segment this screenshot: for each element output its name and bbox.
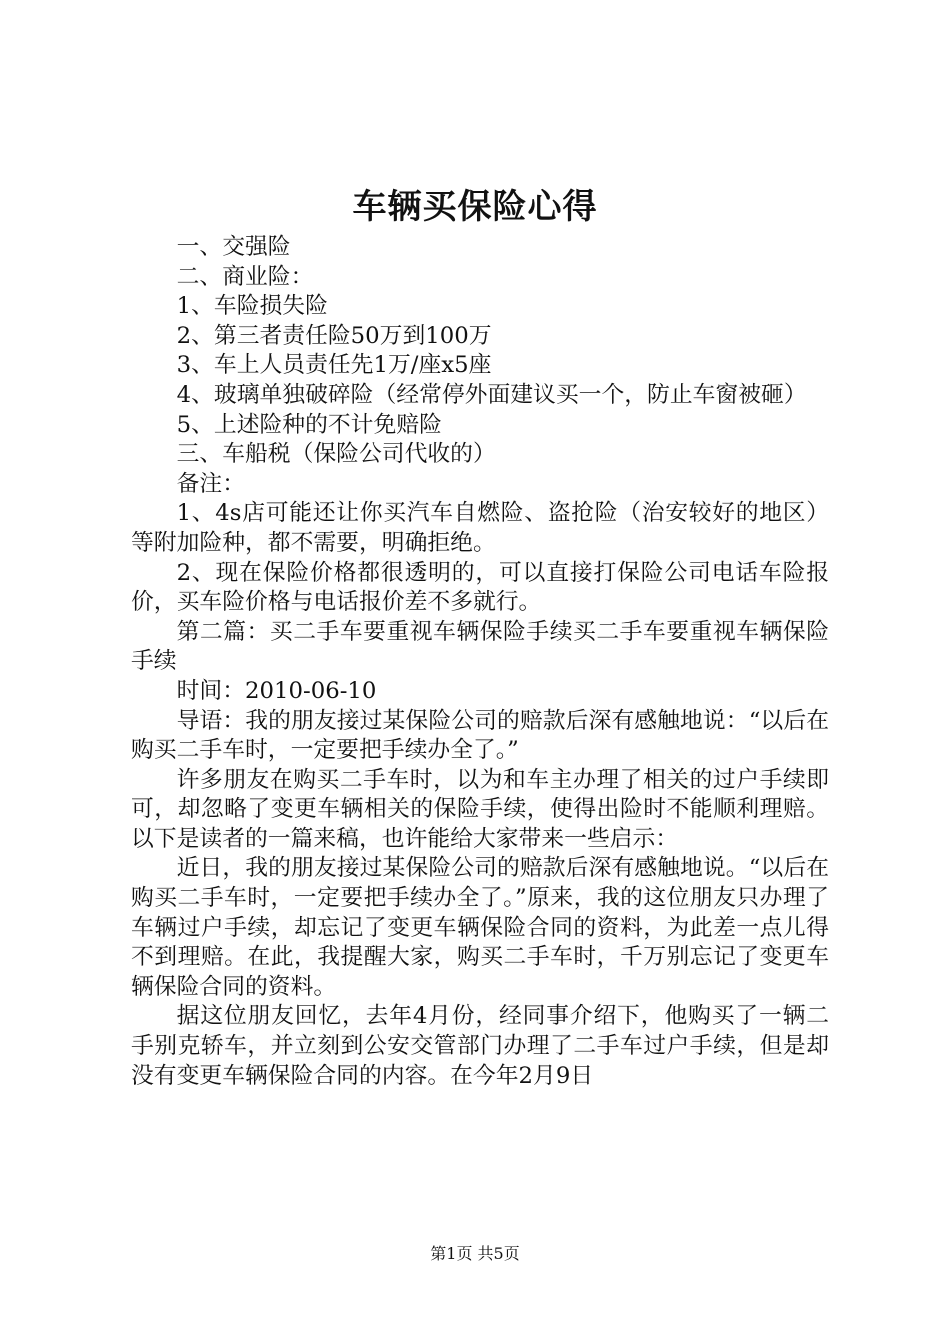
paragraph: 3、车上人员责任先1万/座x5座: [176, 352, 492, 379]
paragraph: 5、上述险种的不计免赔险: [176, 411, 442, 438]
page-footer: 第1页 共5页: [430, 1244, 520, 1263]
paragraph: 4、玻璃单独破碎险（经常停外面建议买一个，防止车窗被砸）: [176, 381, 807, 408]
paragraph: 2、第三者责任险50万到100万: [176, 322, 492, 349]
paragraph: 第二篇：买二手车要重视车辆保险手续买二手车要重视车辆保险手续: [131, 618, 829, 675]
document-body: [131, 233, 829, 1091]
paragraph: 二、商业险：: [176, 263, 314, 290]
paragraph: 近日，我的朋友接过某保险公司的赔款后深有感触地说。“以后在购买二手车时，一定要把手续办全了。”原来，我的这位朋友只办理了车辆过户手续，却忘记了变更车辆保险合同的资料，为此差一点儿得不到理赔。在此，我提醒大家，购买二手车时，千万别忘记了变更车辆保险合同的资料。: [131, 855, 829, 1000]
paragraph: 2、现在保险价格都很透明的，可以直接打保险公司电话车险报价，买车险价格与电话报价差不多就行。: [131, 559, 829, 616]
paragraph: 一、交强险: [176, 234, 291, 260]
paragraph: 三、车船税（保险公司代收的）: [176, 441, 496, 468]
paragraph: 时间：2010-06-10: [176, 677, 377, 704]
paragraph: 许多朋友在购买二手车时，以为和车主办理了相关的过户手续即可，却忽略了变更车辆相关的保险手续，使得出险时不能顺利理赔。以下是读者的一篇来稿，也许能给大家带来一些启示：: [131, 766, 829, 852]
paragraph: 据这位朋友回忆，去年4月份，经同事介绍下，他购买了一辆二手别克轿车，并立刻到公安交管部门办理了二手车过户手续，但是却没有变更车辆保险合同的内容。在今年2月9日: [131, 1003, 829, 1089]
document-title: 车辆买保险心得: [352, 187, 598, 227]
paragraph: 1、4s店可能还让你买汽车自燃险、盗抢险（治安较好的地区）等附加险种，都不需要，明确拒绝。: [131, 500, 829, 556]
paragraph: 导语：我的朋友接过某保险公司的赔款后深有感触地说：“以后在购买二手车时，一定要把手续办全了。”: [131, 707, 829, 764]
paragraph: 备注：: [176, 470, 245, 497]
paragraph: 1、车险损失险: [176, 293, 328, 320]
